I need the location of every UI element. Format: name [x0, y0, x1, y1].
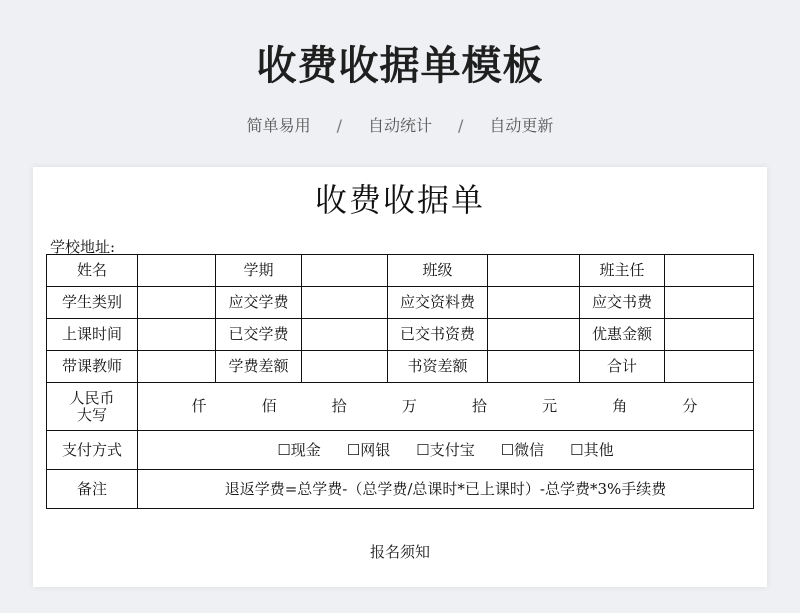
table-row: [47, 383, 754, 431]
value-student-category[interactable]: [138, 287, 216, 319]
label-materials-fee-due: 应交资料费: [388, 287, 488, 319]
payment-option-other[interactable]: ☐其他: [570, 440, 614, 459]
value-total[interactable]: [665, 351, 754, 383]
feature-auto-update: 自动更新: [489, 116, 554, 135]
value-discount[interactable]: [665, 319, 754, 351]
label-book-fee-due: 应交书费: [580, 287, 665, 319]
value-book-fee-balance[interactable]: [488, 351, 580, 383]
value-name[interactable]: [138, 255, 216, 287]
unit-fen: 分: [682, 397, 698, 415]
label-tuition-paid: 已交学费: [216, 319, 302, 351]
value-term[interactable]: [302, 255, 388, 287]
label-payment-method: 支付方式: [47, 431, 138, 470]
label-tuition-due: 应交学费: [216, 287, 302, 319]
unit-qian: 仟: [191, 397, 207, 415]
value-tuition-paid[interactable]: [302, 319, 388, 351]
feature-auto-statistics: 自动统计: [367, 116, 432, 135]
table-row: [47, 431, 754, 470]
label-name: 姓名: [47, 255, 138, 287]
value-class[interactable]: [488, 255, 580, 287]
label-teacher: 带课教师: [47, 351, 138, 383]
label-book-fee-balance: 书资差额: [388, 351, 488, 383]
label-class-time: 上课时间: [47, 319, 138, 351]
receipt-title: 收费收据单: [314, 181, 485, 219]
label-rmb-uppercase: [47, 383, 138, 431]
receipt-sheet: [33, 167, 767, 587]
notice-heading: 报名须知: [369, 543, 430, 561]
rmb-units: [138, 398, 753, 415]
table-row: [47, 351, 754, 383]
receipt-table: [46, 254, 754, 509]
school-address-label: 学校地址:: [50, 238, 116, 256]
unit-shi: 拾: [331, 397, 347, 415]
payment-option-online-banking[interactable]: ☐网银: [346, 440, 391, 459]
label-book-fee-paid: 已交书资费: [388, 319, 488, 351]
remarks-text: 退返学费=总学费-（总学费/总课时*已上课时）-总学费*3%手续费: [138, 470, 754, 509]
value-tuition-balance[interactable]: [302, 351, 388, 383]
payment-option-alipay[interactable]: ☐支付宝: [416, 440, 475, 459]
label-head-teacher: 班主任: [580, 255, 665, 287]
value-class-time[interactable]: [138, 319, 216, 351]
unit-wan: 万: [401, 397, 417, 415]
label-remarks: 备注: [47, 470, 138, 509]
separator: /: [458, 116, 464, 135]
label-total: 合计: [580, 351, 665, 383]
label-class: 班级: [388, 255, 488, 287]
unit-bai: 佰: [261, 397, 277, 415]
feature-easy-to-use: 简单易用: [246, 116, 311, 135]
table-row: [47, 470, 754, 509]
unit-shi-2: 拾: [472, 397, 488, 415]
unit-yuan: 元: [542, 397, 558, 415]
label-tuition-balance: 学费差额: [216, 351, 302, 383]
table-row: [47, 319, 754, 351]
value-book-fee-due[interactable]: [665, 287, 754, 319]
separator: /: [336, 116, 342, 135]
table-row: [47, 287, 754, 319]
payment-option-cash[interactable]: ☐现金: [277, 440, 321, 459]
value-tuition-due[interactable]: [302, 287, 388, 319]
payment-option-wechat[interactable]: ☐微信: [500, 440, 545, 459]
page-title: 收费收据单模板: [256, 43, 544, 89]
value-book-fee-paid[interactable]: [488, 319, 580, 351]
label-term: 学期: [216, 255, 302, 287]
rmb-amount-cell[interactable]: [138, 383, 754, 431]
value-head-teacher[interactable]: [665, 255, 754, 287]
label-student-category: 学生类别: [47, 287, 138, 319]
label-discount: 优惠金额: [580, 319, 665, 351]
rmb-label-line2: 大写: [76, 405, 107, 424]
table-row: [47, 255, 754, 287]
payment-options-cell: [138, 431, 754, 470]
value-materials-fee-due[interactable]: [488, 287, 580, 319]
unit-jiao: 角: [612, 397, 628, 415]
rmb-label-line1: 人民币: [69, 388, 115, 407]
feature-tagline: [0, 113, 800, 136]
value-teacher[interactable]: [138, 351, 216, 383]
